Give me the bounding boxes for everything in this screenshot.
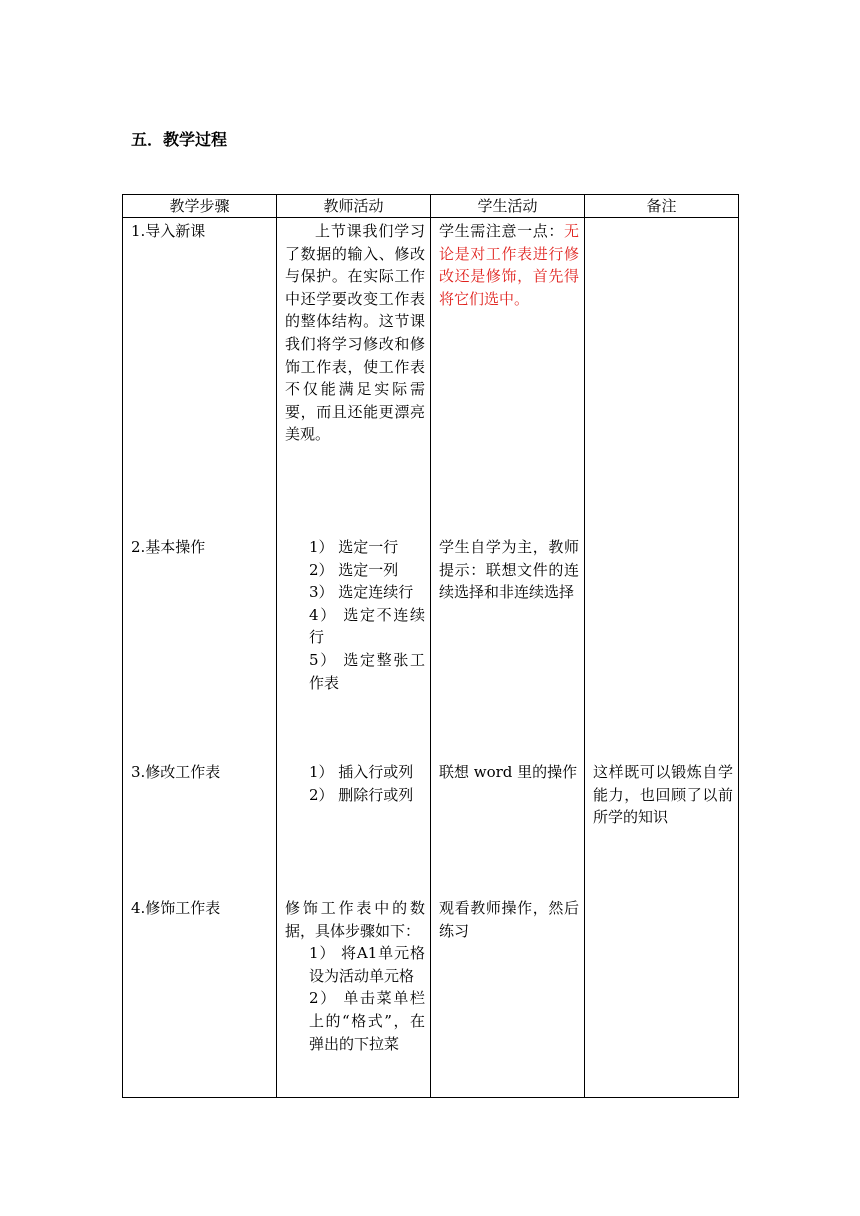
student-cell: [431, 218, 585, 1098]
section-heading: 五．教学过程: [131, 130, 228, 149]
header-note: 备注: [585, 195, 739, 218]
student-text-4: 观看教师操作，然后练习: [439, 899, 579, 940]
student-highlight-1: 无论是对工作表进行修改还是修饰，首先得将它们选中。: [439, 222, 579, 308]
teaching-process-table: [122, 194, 739, 1098]
step-4: 4.修饰工作表: [131, 899, 221, 917]
list-item: 4） 选定不连续行: [309, 605, 425, 647]
step-1: 1.导入新课: [131, 222, 206, 240]
step-3: 3.修改工作表: [131, 763, 221, 781]
note-cell: [585, 218, 739, 1098]
teacher-list-2: [285, 536, 425, 694]
list-item: 5） 选定整张工作表: [309, 650, 425, 692]
student-text-2: 学生自学为主，教师提示：联想文件的连续选择和非连续选择: [439, 538, 579, 602]
table-header-row: [123, 195, 739, 218]
note-text-3: 这样既可以锻炼自学能力，也回顾了以前所学的知识: [593, 763, 733, 827]
list-item: 2） 选定一列: [309, 560, 399, 579]
header-student: 学生活动: [431, 195, 585, 218]
header-step: 教学步骤: [123, 195, 277, 218]
list-item: 2） 删除行或列: [309, 785, 414, 804]
teacher-text-4: [285, 897, 425, 1055]
teacher-cell: [277, 218, 431, 1098]
student-text-3: 联想 word 里的操作: [439, 763, 578, 781]
list-item: 2） 单击菜单栏上的“格式”，在弹出的下拉菜: [309, 989, 425, 1053]
steps-cell: [123, 218, 277, 1098]
teacher-text-1: 上节课我们学习了数据的输入、修改与保护。在实际工作中还学要改变工作表的整体结构。这节课我们将学习修改和修饰工作表，使工作表不仅能满足实际需要，而且还能更漂亮美观。: [285, 222, 425, 444]
teacher-intro-4: 修饰工作表中的数据，具体步骤如下：: [285, 899, 425, 940]
list-item: 1） 选定一行: [309, 538, 399, 556]
table-body-row: [123, 218, 739, 1098]
list-item: 1） 插入行或列: [309, 763, 414, 781]
header-teacher: 教师活动: [277, 195, 431, 218]
list-item: 3） 选定连续行: [309, 583, 414, 602]
student-intro-1: 学生需注意一点：: [439, 222, 564, 240]
list-item: 1） 将A1单元格设为活动单元格: [309, 944, 425, 985]
step-2: 2.基本操作: [131, 538, 206, 556]
student-text-1: [439, 220, 579, 310]
teacher-list-3: [285, 761, 425, 806]
